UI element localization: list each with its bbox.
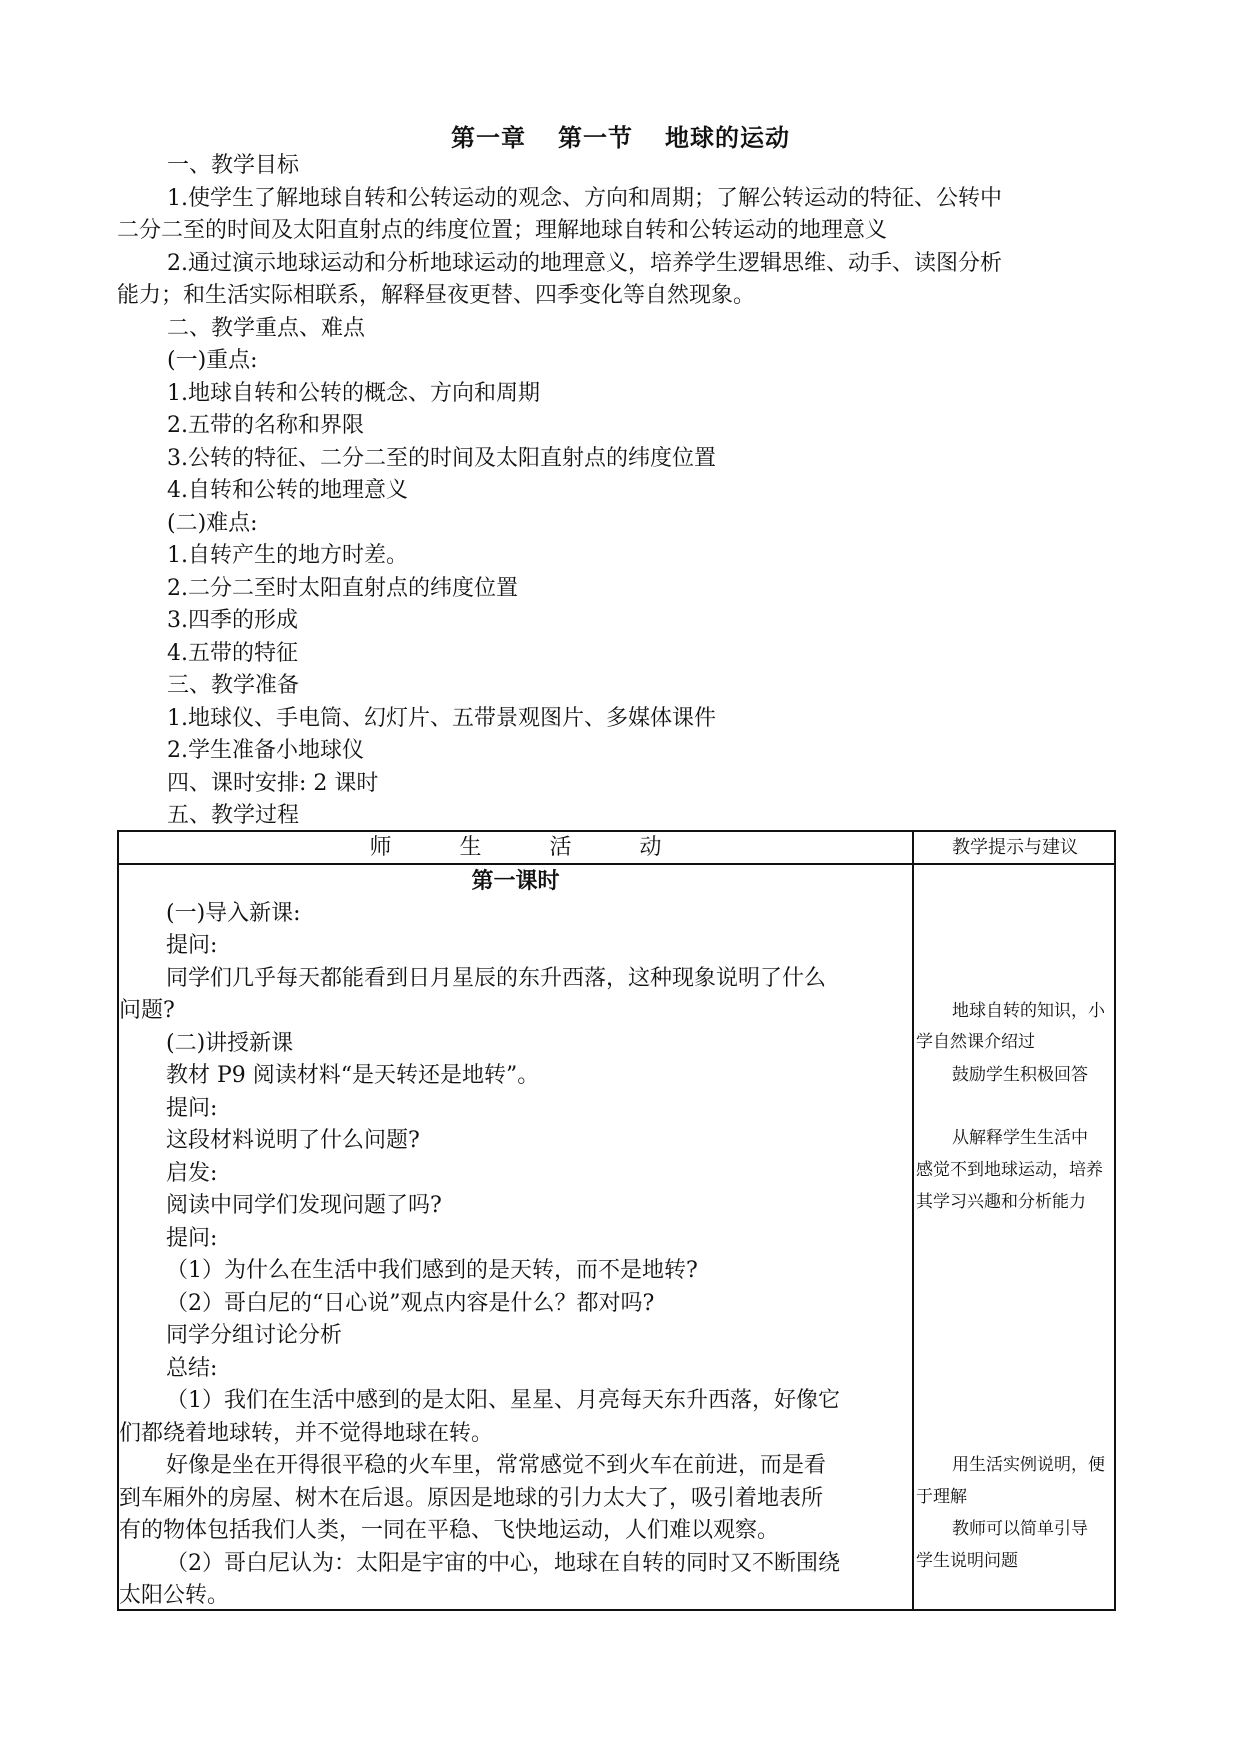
heading-process: 五、教学过程 [167, 803, 300, 828]
header-teacher-student-activity [119, 832, 912, 863]
tip-line: 其学习兴趣和分析能力 [916, 1192, 1086, 1212]
activity-line: 启发: [166, 1160, 218, 1186]
key-point-4: 4.自转和公转的地理意义 [167, 478, 408, 503]
header-char: 活 [549, 835, 572, 860]
activity-line: （1）我们在生活中感到的是太阳、星星、月亮每天东升西落，好像它 [166, 1388, 840, 1413]
page-title [0, 118, 1241, 153]
title-topic: 地球的运动 [665, 123, 790, 152]
activity-line: （1）为什么在生活中我们感到的是天转，而不是地转? [166, 1258, 698, 1283]
activity-line: (一)导入新课: [166, 900, 301, 926]
preparation-2: 2.学生准备小地球仪 [167, 738, 364, 763]
subheading-key: (一)重点: [167, 348, 258, 373]
tip-line: 地球自转的知识，小 [952, 1001, 1105, 1021]
lesson-plan-intro [117, 150, 1117, 833]
goal-1-line-1: 1.使学生了解地球自转和公转运动的观念、方向和周期；了解公转运动的特征、公转中 [167, 185, 1002, 211]
header-teaching-tips: 教学提示与建议 [952, 837, 1078, 858]
goal-2-line-1: 2.通过演示地球运动和分析地球运动的地理意义，培养学生逻辑思维、动手、读图分析 [167, 250, 1002, 276]
tip-line: 学自然课介绍过 [916, 1032, 1035, 1052]
tip-line: 于理解 [916, 1487, 967, 1507]
activity-line: 提问: [166, 1095, 218, 1121]
activity-line: 有的物体包括我们人类，一同在平稳、飞快地运动，人们难以观察。 [119, 1518, 780, 1543]
header-char: 动 [639, 835, 662, 860]
key-point-2: 2.五带的名称和界限 [167, 413, 364, 438]
heading-key-points: 二、教学重点、难点 [167, 315, 366, 341]
activity-line: 总结: [166, 1355, 218, 1381]
activity-line: (二)讲授新课 [166, 1030, 294, 1056]
subheading-difficult: (二)难点: [167, 510, 258, 536]
tip-line: 感觉不到地球运动，培养 [916, 1160, 1103, 1180]
tip-line: 学生说明问题 [916, 1551, 1018, 1571]
activity-line: 们都绕着地球转，并不觉得地球在转。 [119, 1420, 494, 1446]
key-point-1: 1.地球自转和公转的概念、方向和周期 [167, 380, 540, 406]
key-point-3: 3.公转的特征、二分二至的时间及太阳直射点的纬度位置 [167, 445, 716, 471]
activity-line: 阅读中同学们发现问题了吗? [166, 1193, 442, 1218]
tip-line: 从解释学生生活中 [952, 1128, 1088, 1148]
header-char: 生 [459, 835, 482, 860]
activity-line: （2）哥白尼认为：太阳是宇宙的中心，地球在自转的同时又不断围绕 [166, 1550, 840, 1576]
activity-line: 这段材料说明了什么问题? [166, 1128, 420, 1153]
activity-line: 好像是坐在开得很平稳的火车里，常常感觉不到火车在前进，而是看 [166, 1453, 827, 1478]
difficult-point-1: 1.自转产生的地方时差。 [167, 543, 408, 568]
goal-2-line-2: 能力；和生活实际相联系，解释昼夜更替、四季变化等自然现象。 [117, 283, 756, 308]
tip-line: 用生活实例说明，便 [952, 1455, 1105, 1475]
title-chapter: 第一章 [451, 123, 526, 152]
heading-schedule: 四、课时安排: 2 课时 [167, 770, 379, 796]
heading-teaching-goals: 一、教学目标 [167, 153, 300, 178]
preparation-1: 1.地球仪、手电筒、幻灯片、五带景观图片、多媒体课件 [167, 705, 716, 731]
activity-column [119, 865, 912, 1613]
activity-line: 同学分组讨论分析 [166, 1323, 343, 1348]
column-divider [912, 832, 914, 1609]
difficult-point-3: 3.四季的形成 [167, 608, 298, 633]
activity-line: 到车厢外的房屋、树木在后退。原因是地球的引力太大了，吸引着地表所 [119, 1485, 824, 1511]
difficult-point-2: 2.二分二至时太阳直射点的纬度位置 [167, 575, 518, 601]
heading-preparation: 三、教学准备 [167, 673, 300, 698]
teaching-process-table [117, 830, 1116, 1611]
activity-line: 提问: [166, 1225, 218, 1251]
difficult-point-4: 4.五带的特征 [167, 640, 298, 666]
activity-line: （2）哥白尼的“日心说”观点内容是什么？都对吗? [166, 1290, 655, 1316]
activity-line: 提问: [166, 933, 218, 958]
lesson-heading: 第一课时 [471, 868, 560, 894]
header-char: 师 [369, 835, 392, 860]
activity-line: 太阳公转。 [119, 1583, 230, 1608]
tip-line: 教师可以简单引导 [952, 1519, 1088, 1539]
tip-line: 鼓励学生积极回答 [952, 1065, 1088, 1085]
activity-line: 同学们几乎每天都能看到日月星辰的东升西落，这种现象说明了什么 [166, 965, 827, 991]
activity-line: 教材 P9 阅读材料“是天转还是地转”。 [166, 1063, 540, 1088]
goal-1-line-2: 二分二至的时间及太阳直射点的纬度位置；理解地球自转和公转运动的地理意义 [117, 218, 888, 243]
activity-line: 问题? [119, 998, 175, 1023]
title-section: 第一节 [558, 123, 633, 152]
